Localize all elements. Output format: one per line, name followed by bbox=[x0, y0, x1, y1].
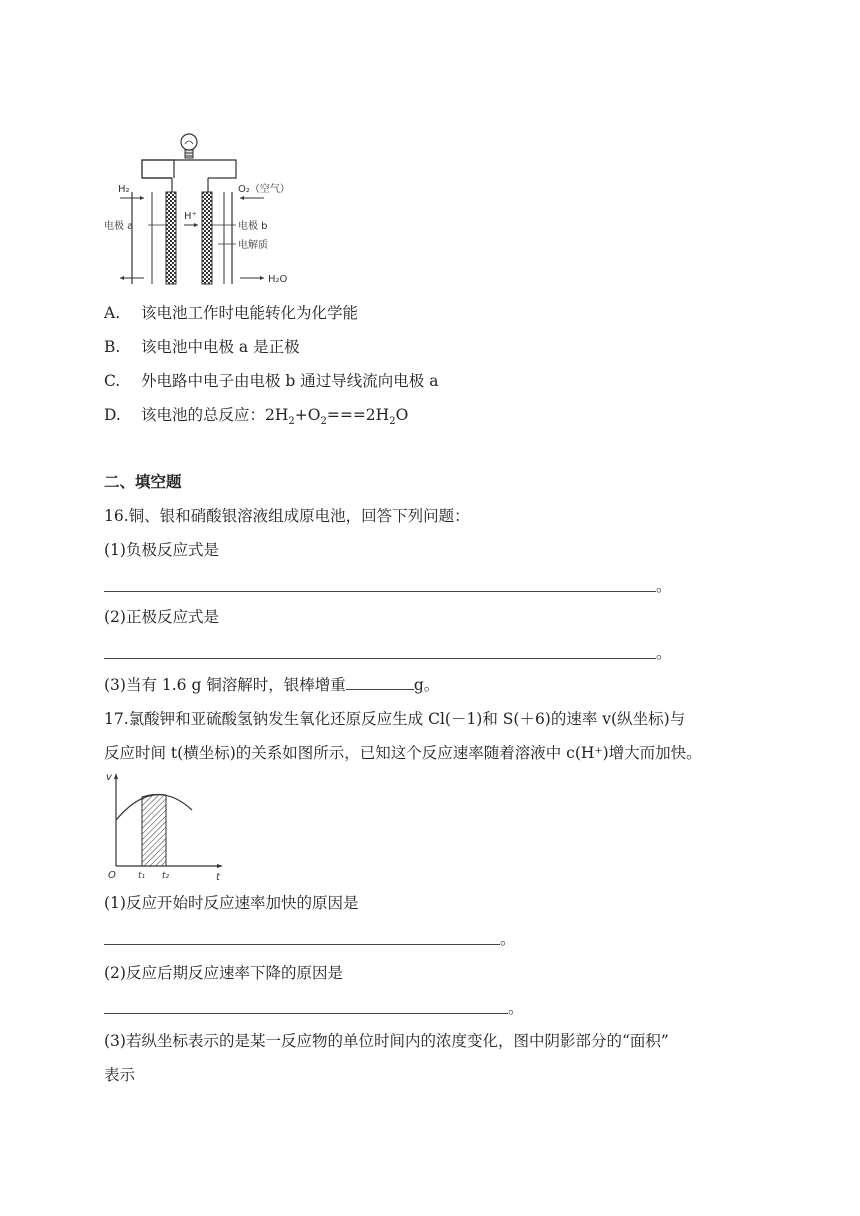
option-b bbox=[104, 337, 300, 357]
q16-stem: 16.铜、银和硝酸银溶液组成原电池，回答下列问题： bbox=[104, 507, 470, 525]
option-d bbox=[104, 405, 408, 432]
q17-part3-line2: 表示 bbox=[104, 1066, 136, 1084]
q16-part1-answer-line[interactable] bbox=[104, 591, 656, 592]
shaded-area bbox=[142, 794, 166, 866]
q17-part3-line1: (3)若纵坐标表示的是某一反应物的单位时间内的浓度变化，图中阴影部分的“面积” bbox=[104, 1032, 669, 1050]
q17-part2-answer-line[interactable] bbox=[104, 1013, 508, 1014]
q16-part1-end: 。 bbox=[656, 577, 672, 595]
light-bulb-icon bbox=[181, 134, 197, 158]
fuel-cell-diagram bbox=[104, 126, 294, 294]
h2o-label: H₂O bbox=[268, 274, 288, 285]
electrolyte-label: 电解质 bbox=[238, 240, 268, 251]
q16-part3-answer-line[interactable] bbox=[346, 675, 414, 690]
q17-stem-line2: 反应时间 t(横坐标)的关系如图所示，已知这个反应速率随着溶液中 c(H⁺)增大而加快。 bbox=[104, 744, 702, 762]
electrode-b-label: 电极 b bbox=[238, 221, 268, 232]
q17-part1-end: 。 bbox=[500, 930, 516, 948]
q17-stem-line1: 17.氯酸钾和亚硫酸氢钠发生氧化还原反应生成 Cl(－1)和 S(＋6)的速率 v(纵坐标)与 bbox=[104, 710, 686, 728]
y-axis-label: v bbox=[106, 772, 112, 783]
electrode-a-label: 电极 a bbox=[104, 221, 134, 232]
q16-part2-end: 。 bbox=[656, 644, 672, 662]
option-b-text: 该电池中电极 a 是正极 bbox=[141, 338, 300, 356]
option-b-label: B. bbox=[104, 338, 121, 356]
h2-label: H₂ bbox=[118, 184, 130, 195]
q17-part2-end: 。 bbox=[508, 999, 524, 1017]
q17-part1: (1)反应开始时反应速率加快的原因是 bbox=[104, 894, 359, 912]
option-d-text: 该电池的总反应：$2H_2+O_2===2H_2O$ bbox=[141, 406, 409, 428]
o2-label: O₂（空气） bbox=[238, 184, 290, 195]
option-a-label: A. bbox=[104, 304, 121, 322]
x-axis-label: t bbox=[216, 872, 220, 882]
option-a bbox=[104, 303, 358, 323]
q17-part1-answer-line[interactable] bbox=[104, 944, 500, 945]
q16-part2: (2)正极反应式是 bbox=[104, 608, 219, 626]
q16-part3: (3)当有 1.6 g 铜溶解时，银棒增重 g。 bbox=[104, 676, 440, 694]
rate-time-graph bbox=[104, 770, 230, 882]
q16-part1: (1)负极反应式是 bbox=[104, 541, 219, 559]
q16-part2-answer-line[interactable] bbox=[104, 658, 656, 659]
origin-label: O bbox=[108, 870, 116, 881]
option-c-text: 外电路中电子由电极 b 通过导线流向电极 a bbox=[141, 372, 439, 390]
section-title: 二、填空题 bbox=[104, 473, 182, 491]
option-d-label: D. bbox=[104, 406, 121, 424]
q17-part2: (2)反应后期反应速率下降的原因是 bbox=[104, 964, 343, 982]
option-a-text: 该电池工作时电能转化为化学能 bbox=[141, 304, 359, 322]
option-c-label: C. bbox=[104, 372, 121, 390]
option-c bbox=[104, 371, 438, 391]
t2-label: t₂ bbox=[162, 871, 170, 881]
t1-label: t₁ bbox=[138, 871, 146, 881]
hplus-label: H⁺ bbox=[184, 211, 197, 222]
